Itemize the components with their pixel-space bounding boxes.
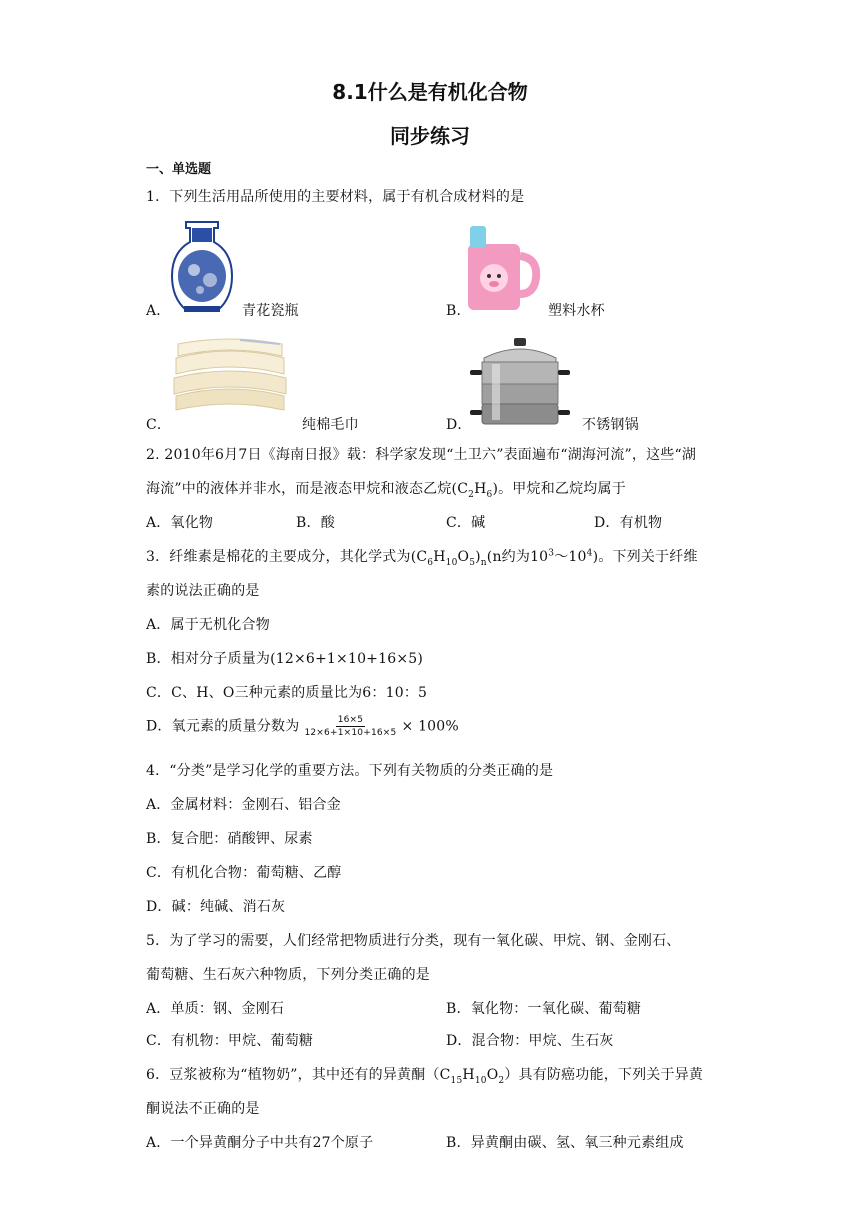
blue-white-porcelain-vase-image (168, 220, 236, 316)
q2-stem-line-2: 海流”中的液体并非水，而是液态甲烷和液态乙烷$(C_2H_6)$。甲烷和乙烷均属于 (146, 481, 626, 500)
q2-option-d: D．有机物 (594, 515, 663, 531)
q4-option-d: D．碱：纯碱、消石灰 (146, 899, 286, 915)
q3-option-d: D．氧元素的质量分数为 $\frac{16\times 5}{12\times 6+1\times 10+16\times 5}$ × 100% (146, 715, 459, 738)
q1-option-d-label: D． (446, 417, 472, 433)
q4-option-b: B．复合肥：硝酸钾、尿素 (146, 831, 313, 847)
q1-option-c-label: C． (146, 417, 172, 433)
q5-stem-line-1: 5．为了学习的需要，人们经常把物质进行分类，现有一氧化碳、甲烷、钢、金刚石、 (146, 933, 681, 949)
q1-option-a-text: 青花瓷瓶 (242, 303, 299, 319)
q4-stem: 4．“分类”是学习化学的重要方法。下列有关物质的分类正确的是 (146, 763, 554, 779)
plastic-cup-image (462, 222, 542, 314)
document-title: 8.1什么是有机化合物 (332, 80, 528, 104)
q3-option-b: B．相对分子质量为(12×6+1×10+16×5) (146, 651, 424, 667)
q1-option-a-label: A． (146, 303, 171, 319)
q2-stem-line-1: 2. 2010年6月7日《海南日报》载：科学家发现“土卫六”表面遍布“湖海河流”，这些“湖 (146, 447, 697, 463)
q5-option-c: C．有机物：甲烷、葡萄糖 (146, 1033, 314, 1049)
q1-option-b-text: 塑料水杯 (548, 303, 605, 319)
section-heading: 一、单选题 (146, 162, 212, 177)
q5-stem-line-2: 葡萄糖、生石灰六种物质，下列分类正确的是 (146, 967, 430, 983)
q6-stem-line-1: 6．豆浆被称为“植物奶”，其中还有的异黄酮$(C_{15}H_{10}O_2)$具有防癌功能，下列关于异黄 (146, 1067, 704, 1086)
q3-option-a: A．属于无机化合物 (146, 617, 270, 633)
q5-option-a: A．单质：钢、金刚石 (146, 1001, 285, 1017)
q1-stem: 1．下列生活用品所使用的主要材料，属于有机合成材料的是 (146, 189, 525, 205)
cotton-towel-image (170, 338, 290, 418)
q3-stem-line-2: 素的说法正确的是 (146, 583, 260, 599)
q4-option-c: C．有机化合物：葡萄糖、乙醇 (146, 865, 342, 881)
q6-option-b: B．异黄酮由碳、氢、氧三种元素组成 (446, 1135, 684, 1151)
document-subtitle: 同步练习 (390, 124, 470, 148)
q2-option-a: A．氧化物 (146, 515, 214, 531)
q3-stem-line-1: 3．纤维素是棉花的主要成分，其化学式为$(C_6H_{10}O_5)_n(n$约为$10^3\sim 10^4$)。下列关于纤维 (146, 548, 698, 568)
q2-option-b: B．酸 (296, 515, 335, 531)
q1-option-d-text: 不锈钢锅 (582, 417, 639, 433)
mass-fraction-formula: $\frac{16\times 5}{12\times 6+1\times 10+16\times 5}$ (304, 715, 397, 738)
q5-option-d: D．混合物：甲烷、生石灰 (446, 1033, 614, 1049)
q5-option-b: B．氧化物：一氧化碳、葡萄糖 (446, 1001, 642, 1017)
q2-option-c: C．碱 (446, 515, 486, 531)
q6-option-a: A．一个异黄酮分子中共有27个原子 (146, 1135, 374, 1151)
q6-stem-line-2: 酮说法不正确的是 (146, 1101, 260, 1117)
q3-option-c: C．C、H、O三种元素的质量比为6：10：5 (146, 685, 428, 701)
q1-option-b-label: B． (446, 303, 471, 319)
q1-option-c-text: 纯棉毛巾 (302, 417, 359, 433)
q4-option-a: A．金属材料：金刚石、铝合金 (146, 797, 341, 813)
stainless-steel-pot-image (468, 336, 572, 428)
